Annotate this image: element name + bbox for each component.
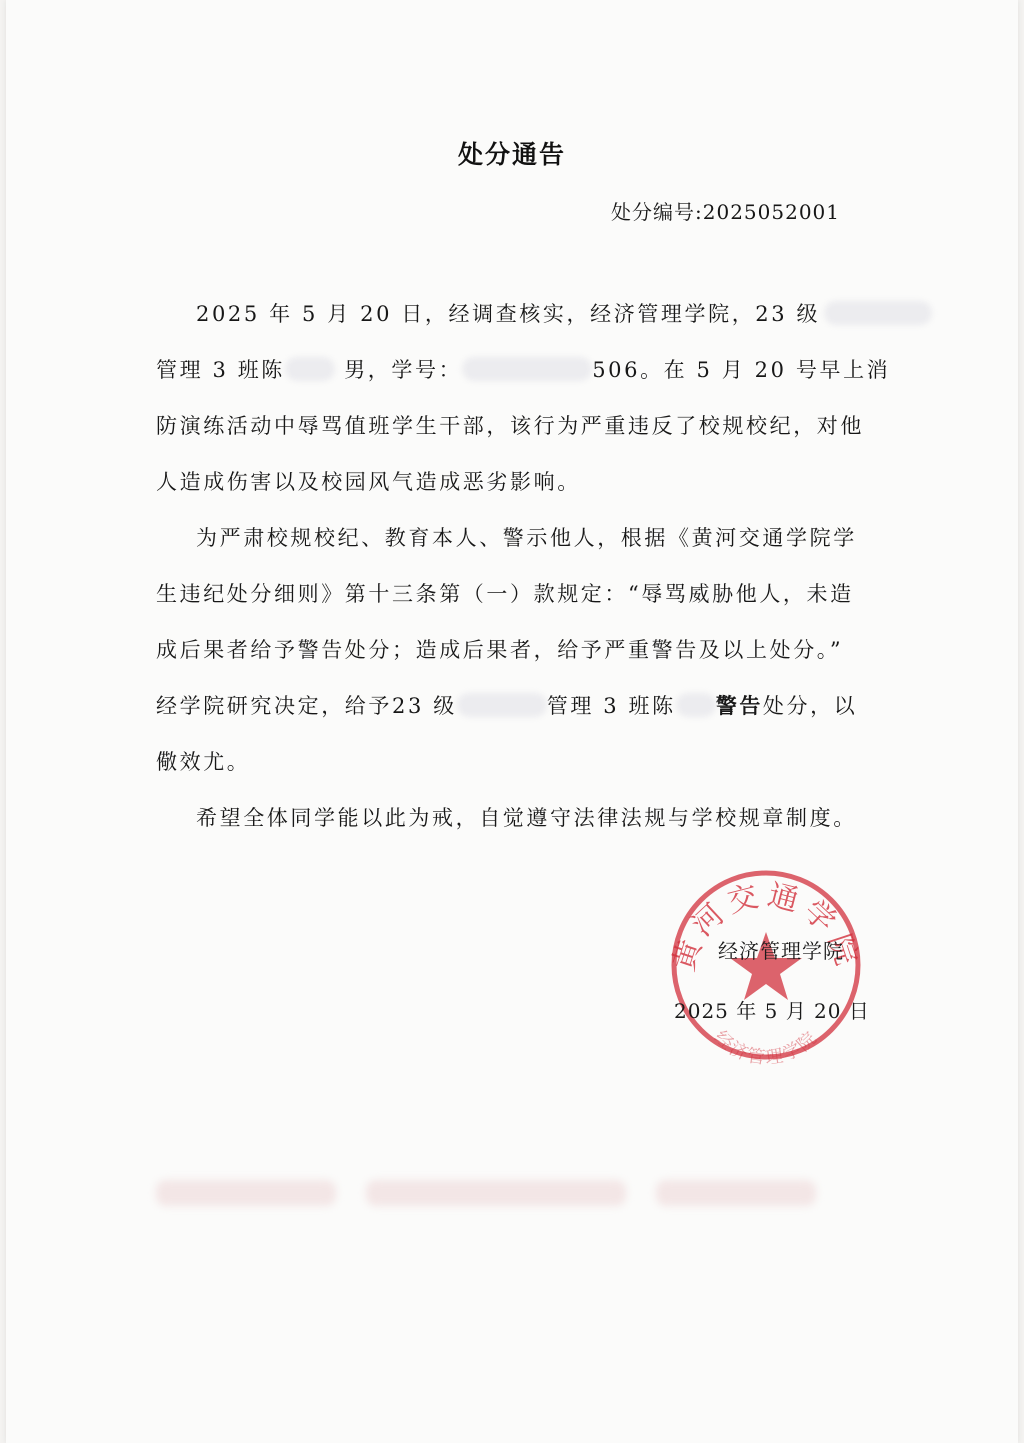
- paragraph-1-line-2c: 506。在 5 月 20 号早上消: [592, 358, 891, 382]
- paragraph-1-line-4: 人造成伤害以及校园风气造成恶劣影响。: [156, 470, 581, 494]
- paragraph-2-line-5: 儆效尤。: [156, 750, 251, 774]
- paragraph-2-line-4b: 管理 3 班陈: [546, 694, 676, 718]
- paragraph-2-line-2: 生违纪处分细则》第十三条第（一）款规定：“辱骂威胁他人，未造: [156, 582, 854, 606]
- redacted-student-name: [285, 357, 335, 381]
- document-page: [6, 0, 1018, 1443]
- seal-inner-text: 经济管理学院: [709, 1026, 823, 1070]
- paragraph-2-line-3: 成后果者给予警告处分；造成后果者，给予严重警告及以上处分。”: [156, 638, 844, 662]
- bleed-through-mark: [366, 1180, 626, 1206]
- issuer-name: 经济管理学院: [718, 939, 844, 963]
- paragraph-2-line-4a: 经学院研究决定，给予23 级: [156, 694, 457, 718]
- seal-outer-text: 黄河交通学院: [666, 877, 866, 976]
- paragraph-1-line-1: [196, 298, 932, 328]
- document-title: 处分通告: [457, 140, 566, 169]
- redacted-class-name-2: [457, 693, 547, 717]
- redacted-student-name-2: [676, 693, 716, 717]
- paragraph-1-line-2a: 管理 3 班陈: [156, 358, 285, 382]
- official-seal: [656, 860, 876, 1070]
- paragraph-1-line-3: 防演练活动中辱骂值班学生干部，该行为严重违反了校规校纪，对他: [156, 414, 864, 438]
- bleed-through-mark: [656, 1180, 816, 1206]
- document-number: 处分编号:2025052001: [611, 200, 840, 224]
- paragraph-1-line-2: [156, 354, 890, 384]
- paragraph-1-line-2b: 男，学号：: [334, 358, 463, 382]
- bleed-through-mark: [156, 1180, 336, 1206]
- paragraph-1-line-1-text: 2025 年 5 月 20 日，经调查核实，经济管理学院，23 级: [196, 302, 821, 326]
- issue-date: 2025 年 5 月 20 日: [674, 999, 870, 1023]
- paragraph-2-line-4: [156, 690, 857, 720]
- paragraph-2-line-1: 为严肃校规校纪、教育本人、警示他人，根据《黄河交通学院学: [196, 526, 857, 550]
- paragraph-3: 希望全体同学能以此为戒，自觉遵守法律法规与学校规章制度。: [196, 806, 857, 830]
- redacted-student-id: [462, 357, 592, 381]
- paragraph-2-line-4c: 处分，以: [762, 694, 858, 718]
- penalty-type: 警告: [715, 693, 763, 718]
- redacted-class-name: [824, 301, 932, 325]
